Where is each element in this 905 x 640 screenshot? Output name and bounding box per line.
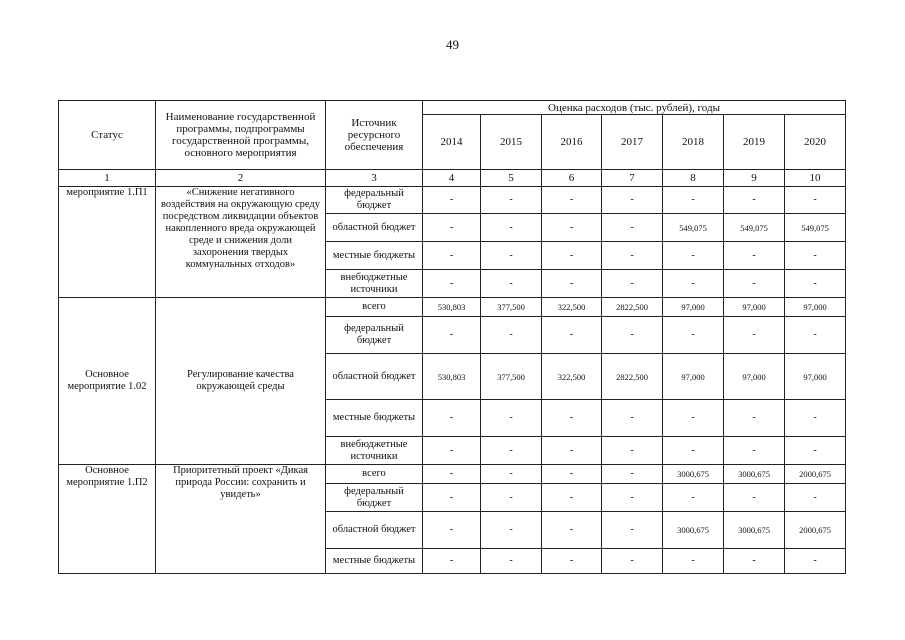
value-cell: 97,000 bbox=[663, 354, 724, 400]
value-cell: - bbox=[785, 400, 846, 437]
value-cell: - bbox=[423, 214, 481, 242]
value-cell: - bbox=[481, 512, 542, 549]
column-number: 8 bbox=[663, 170, 724, 187]
column-number: 6 bbox=[542, 170, 602, 187]
value-cell: 2000,675 bbox=[785, 465, 846, 484]
expenditure-table bbox=[58, 100, 846, 574]
value-cell: 3000,675 bbox=[663, 465, 724, 484]
value-cell: - bbox=[663, 242, 724, 270]
value-cell: - bbox=[542, 437, 602, 465]
value-cell: 530,803 bbox=[423, 354, 481, 400]
column-number: 3 bbox=[326, 170, 423, 187]
activity-name-cell: Регулирование качества окружающей среды bbox=[156, 298, 326, 465]
source-cell: федеральный бюджет bbox=[326, 317, 423, 354]
value-cell: - bbox=[542, 484, 602, 512]
column-number: 10 bbox=[785, 170, 846, 187]
source-cell: всего bbox=[326, 298, 423, 317]
value-cell: - bbox=[602, 512, 663, 549]
value-cell: 97,000 bbox=[785, 298, 846, 317]
value-cell: - bbox=[423, 549, 481, 574]
table-row bbox=[59, 298, 846, 317]
value-cell: 377,500 bbox=[481, 354, 542, 400]
table-row bbox=[59, 187, 846, 214]
value-cell: 2000,675 bbox=[785, 512, 846, 549]
source-cell: всего bbox=[326, 465, 423, 484]
column-number: 5 bbox=[481, 170, 542, 187]
value-cell: 97,000 bbox=[724, 298, 785, 317]
value-cell: - bbox=[602, 242, 663, 270]
value-cell: 97,000 bbox=[663, 298, 724, 317]
column-number: 1 bbox=[59, 170, 156, 187]
value-cell: - bbox=[481, 400, 542, 437]
value-cell: - bbox=[481, 465, 542, 484]
header-year: 2019 bbox=[724, 115, 785, 170]
value-cell: - bbox=[724, 317, 785, 354]
value-cell: 530,803 bbox=[423, 298, 481, 317]
header-status: Статус bbox=[59, 101, 156, 170]
value-cell: - bbox=[481, 187, 542, 214]
value-cell: 322,500 bbox=[542, 354, 602, 400]
value-cell: 2822,500 bbox=[602, 354, 663, 400]
source-cell: местные бюджеты bbox=[326, 242, 423, 270]
value-cell: 549,075 bbox=[663, 214, 724, 242]
value-cell: 3000,675 bbox=[724, 465, 785, 484]
status-cell: Основное мероприятие 1.02 bbox=[59, 298, 156, 465]
value-cell: - bbox=[724, 437, 785, 465]
value-cell: 549,075 bbox=[785, 214, 846, 242]
value-cell: - bbox=[663, 549, 724, 574]
status-cell: мероприятие 1.П1 bbox=[59, 187, 156, 298]
source-cell: местные бюджеты bbox=[326, 549, 423, 574]
source-cell: местные бюджеты bbox=[326, 400, 423, 437]
value-cell: - bbox=[542, 465, 602, 484]
value-cell: - bbox=[602, 437, 663, 465]
value-cell: 2822,500 bbox=[602, 298, 663, 317]
value-cell: - bbox=[423, 317, 481, 354]
value-cell: - bbox=[785, 270, 846, 298]
value-cell: - bbox=[423, 484, 481, 512]
value-cell: - bbox=[602, 317, 663, 354]
value-cell: - bbox=[481, 214, 542, 242]
value-cell: - bbox=[663, 270, 724, 298]
value-cell: - bbox=[724, 270, 785, 298]
value-cell: - bbox=[663, 187, 724, 214]
value-cell: - bbox=[481, 549, 542, 574]
header-estimate: Оценка расходов (тыс. рублей), годы bbox=[423, 101, 846, 115]
value-cell: - bbox=[481, 317, 542, 354]
source-cell: федеральный бюджет bbox=[326, 187, 423, 214]
column-number: 7 bbox=[602, 170, 663, 187]
value-cell: - bbox=[785, 484, 846, 512]
page-number: 49 bbox=[446, 37, 459, 52]
header-year: 2017 bbox=[602, 115, 663, 170]
value-cell: - bbox=[542, 242, 602, 270]
value-cell: - bbox=[785, 187, 846, 214]
value-cell: - bbox=[423, 512, 481, 549]
value-cell: - bbox=[481, 437, 542, 465]
value-cell: - bbox=[602, 549, 663, 574]
value-cell: 97,000 bbox=[785, 354, 846, 400]
value-cell: - bbox=[423, 270, 481, 298]
value-cell: - bbox=[724, 187, 785, 214]
value-cell: - bbox=[423, 242, 481, 270]
value-cell: - bbox=[542, 317, 602, 354]
value-cell: - bbox=[724, 549, 785, 574]
header-year: 2014 bbox=[423, 115, 481, 170]
activity-name-cell: Приоритетный проект «Дикая природа России: сохранить и увидеть» bbox=[156, 465, 326, 574]
value-cell: - bbox=[663, 317, 724, 354]
value-cell: - bbox=[542, 400, 602, 437]
value-cell: - bbox=[542, 187, 602, 214]
column-number: 9 bbox=[724, 170, 785, 187]
value-cell: - bbox=[724, 400, 785, 437]
header-year: 2015 bbox=[481, 115, 542, 170]
source-cell: областной бюджет bbox=[326, 512, 423, 549]
value-cell: - bbox=[602, 214, 663, 242]
value-cell: - bbox=[785, 242, 846, 270]
source-cell: областной бюджет bbox=[326, 354, 423, 400]
status-cell: Основное мероприятие 1.П2 bbox=[59, 465, 156, 574]
value-cell: - bbox=[423, 437, 481, 465]
value-cell: - bbox=[602, 484, 663, 512]
value-cell: 3000,675 bbox=[663, 512, 724, 549]
header-year: 2016 bbox=[542, 115, 602, 170]
value-cell: - bbox=[602, 400, 663, 437]
value-cell: - bbox=[663, 484, 724, 512]
value-cell: - bbox=[602, 187, 663, 214]
value-cell: 322,500 bbox=[542, 298, 602, 317]
value-cell: - bbox=[481, 242, 542, 270]
header-source: Источник ресурсного обеспечения bbox=[326, 101, 423, 170]
activity-name-cell: «Снижение негативного воздействия на окружающую среду посредством ликвидации объектов накопленного вреда окружающей среде и снижения доли захоронения твердых коммунальных отходов» bbox=[156, 187, 326, 298]
value-cell: 377,500 bbox=[481, 298, 542, 317]
column-number: 2 bbox=[156, 170, 326, 187]
value-cell: - bbox=[724, 242, 785, 270]
value-cell: - bbox=[785, 437, 846, 465]
value-cell: - bbox=[663, 400, 724, 437]
value-cell: - bbox=[542, 549, 602, 574]
source-cell: внебюджетные источники bbox=[326, 270, 423, 298]
value-cell: - bbox=[602, 465, 663, 484]
value-cell: - bbox=[663, 437, 724, 465]
value-cell: - bbox=[423, 400, 481, 437]
value-cell: - bbox=[423, 187, 481, 214]
value-cell: - bbox=[481, 270, 542, 298]
value-cell: - bbox=[542, 270, 602, 298]
header-year: 2020 bbox=[785, 115, 846, 170]
column-number: 4 bbox=[423, 170, 481, 187]
table-row bbox=[59, 465, 846, 484]
value-cell: - bbox=[724, 484, 785, 512]
value-cell: - bbox=[542, 214, 602, 242]
value-cell: - bbox=[423, 465, 481, 484]
value-cell: - bbox=[785, 549, 846, 574]
source-cell: внебюджетные источники bbox=[326, 437, 423, 465]
value-cell: 549,075 bbox=[724, 214, 785, 242]
header-name: Наименование государственной программы, подпрограммы государственной программы, основного мероприятия bbox=[156, 101, 326, 170]
value-cell: - bbox=[785, 317, 846, 354]
header-year: 2018 bbox=[663, 115, 724, 170]
source-cell: областной бюджет bbox=[326, 214, 423, 242]
value-cell: - bbox=[481, 484, 542, 512]
value-cell: - bbox=[602, 270, 663, 298]
value-cell: - bbox=[542, 512, 602, 549]
source-cell: федеральный бюджет bbox=[326, 484, 423, 512]
value-cell: 3000,675 bbox=[724, 512, 785, 549]
value-cell: 97,000 bbox=[724, 354, 785, 400]
